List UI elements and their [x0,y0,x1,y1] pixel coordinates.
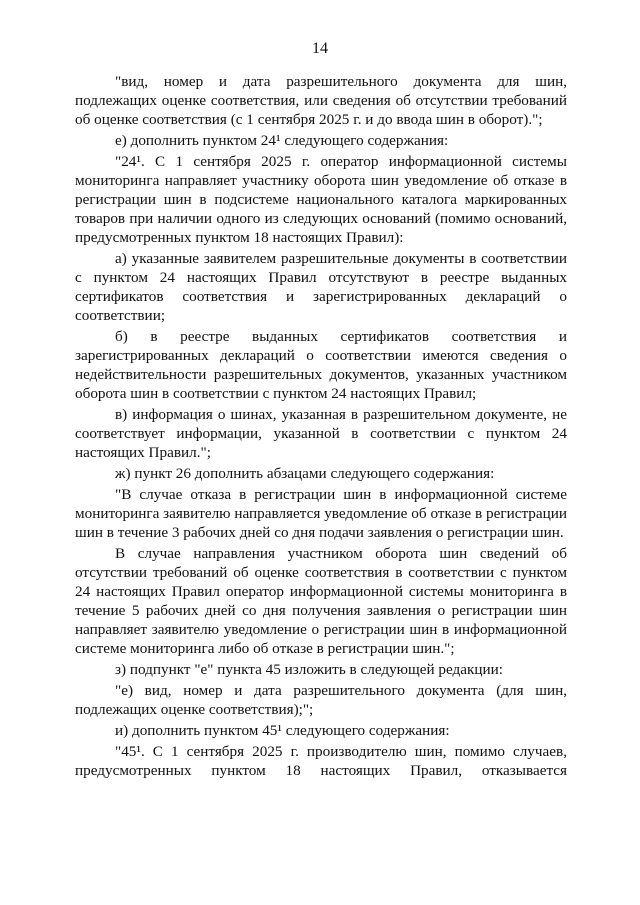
paragraph: "е) вид, номер и дата разрешительного документа (для шин, подлежащих оценке соответствия);"; [75,682,567,718]
paragraph: ж) пункт 26 дополнить абзацами следующего содержания: [115,465,495,482]
paragraph: а) указанные заявителем разрешительные документы в соответствии с пунктом 24 настоящих Правил отсутствуют в реестре выданных сертификатов соответствия и зарегистрированных деклараций о соответствии; [75,250,567,324]
paragraph: "В случае отказа в регистрации шин в информационной системе мониторинга заявителю направляется уведомление об отказе в регистрации шин в течение 3 рабочих дней со дня подачи заявления о регистрации шин. [75,486,567,541]
paragraph: е) дополнить пунктом 24¹ следующего содержания: [115,132,449,149]
paragraph: в) информация о шинах, указанная в разрешительном документе, не соответствует информации, указанной в соответствии с пунктом 24 настоящих Правил."; [75,406,567,461]
paragraph: "45¹. С 1 сентября 2025 г. производителю шин, помимо случаев, предусмотренных пунктом 18 настоящих Правил, отказывается [75,743,567,779]
page-number-text: 14 [312,40,328,57]
paragraph: б) в реестре выданных сертификатов соответствия и зарегистрированных деклараций о соответствии имеются сведения о недействительности разрешительных документов, указанных участником оборота шин в соответствии с пунктом 24 настоящих Правил; [75,328,567,402]
paragraph: "вид, номер и дата разрешительного документа для шин, подлежащих оценке соответствия, или сведения об отсутствии требований об оценке соответствия (с 1 сентября 2025 г. и до ввода шин в оборот)."; [75,73,567,128]
paragraph: "24¹. С 1 сентября 2025 г. оператор информационной системы мониторинга направляет участнику оборота шин уведомление об отказе в регистрации шин в подсистеме национального каталога маркированных товаров при наличии одного из следующих оснований (помимо оснований, предусмотренных пунктом 18 настоящих Правил): [75,153,567,246]
page-number [0,40,640,58]
paragraph: В случае направления участником оборота шин сведений об отсутствии требований об оценке соответствия в соответствии с пунктом 24 настоящих Правил оператор информационной системы мониторинга в течение 5 рабочих дней со дня получения заявления о регистрации шин направляет заявителю уведомление о регистрации шин в информационной системе мониторинга либо об отказе в регистрации шин."; [75,545,567,657]
paragraph: и) дополнить пунктом 45¹ следующего содержания: [115,722,450,739]
paragraph: з) подпункт "е" пункта 45 изложить в следующей редакции: [115,661,503,678]
document-body [75,72,567,782]
